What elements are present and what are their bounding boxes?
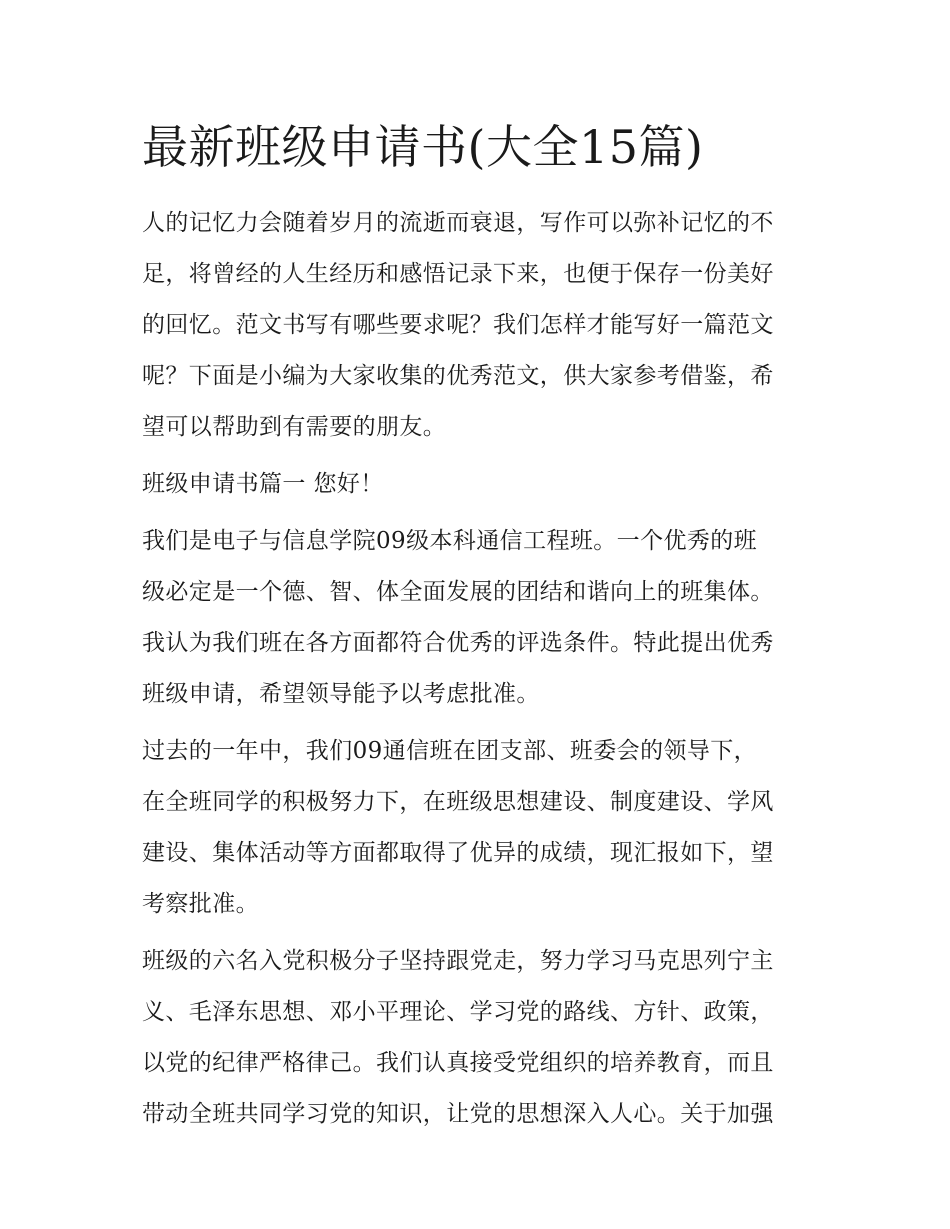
document-page bbox=[142, 112, 814, 1146]
text-line: 带动全班共同学习党的知识，让党的思想深入人心。关于加强 bbox=[142, 1101, 774, 1127]
text-line: 班级申请书篇一 您好！ bbox=[142, 471, 384, 497]
text-line: 建设、集体活动等方面都取得了优异的成绩，现汇报如下，望 bbox=[142, 840, 774, 866]
text-line: 我认为我们班在各方面都符合优秀的评选条件。特此提出优秀 bbox=[142, 630, 774, 656]
text-line: 班级的六名入党积极分子坚持跟党走，努力学习马克思列宁主 bbox=[142, 948, 774, 974]
paragraph-intro bbox=[142, 198, 814, 453]
text-line: 望可以帮助到有需要的朋友。 bbox=[142, 414, 447, 440]
document-title: 最新班级申请书(大全15篇) bbox=[142, 120, 704, 174]
text-line: 的回忆。范文书写有哪些要求呢？我们怎样才能写好一篇范文 bbox=[142, 312, 774, 338]
text-line: 我们是电子与信息学院09级本科通信工程班。一个优秀的班 bbox=[142, 528, 758, 554]
paragraph-party-activists bbox=[142, 936, 814, 1140]
paragraph-section-heading bbox=[142, 459, 814, 510]
text-line: 级必定是一个德、智、体全面发展的团结和谐向上的班集体。 bbox=[142, 579, 774, 605]
text-line: 班级申请，希望领导能予以考虑批准。 bbox=[142, 681, 540, 707]
text-line: 呢？下面是小编为大家收集的优秀范文，供大家参考借鉴，希 bbox=[142, 363, 774, 389]
text-line: 考察批准。 bbox=[142, 891, 259, 917]
text-line: 过去的一年中，我们09通信班在团支部、班委会的领导下， bbox=[142, 738, 758, 764]
text-line: 以党的纪律严格律己。我们认真接受党组织的培养教育，而且 bbox=[142, 1050, 774, 1076]
text-line: 足，将曾经的人生经历和感悟记录下来，也便于保存一份美好 bbox=[142, 261, 774, 287]
text-line: 义、毛泽东思想、邓小平理论、学习党的路线、方针、政策， bbox=[142, 999, 774, 1025]
paragraph-class-intro bbox=[142, 516, 814, 720]
paragraph-past-year bbox=[142, 726, 814, 930]
text-line: 人的记忆力会随着岁月的流逝而衰退，写作可以弥补记忆的不 bbox=[142, 210, 774, 236]
text-line: 在全班同学的积极努力下，在班级思想建设、制度建设、学风 bbox=[142, 789, 774, 815]
